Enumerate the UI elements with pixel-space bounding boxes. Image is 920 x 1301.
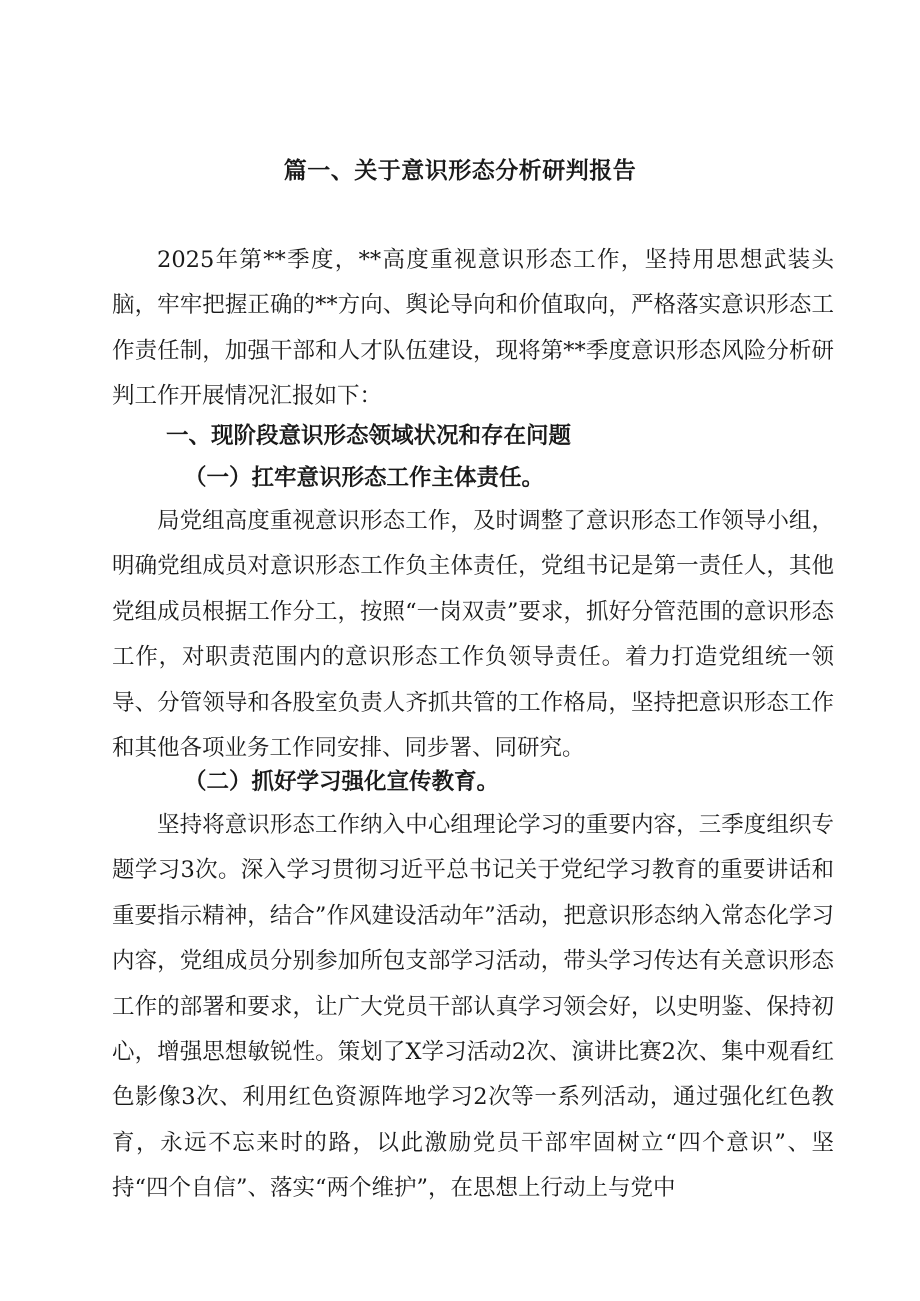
section-heading-1: 一、现阶段意识形态领域状况和存在问题: [166, 423, 572, 449]
document-title: 篇一、关于意识形态分析研判报告: [283, 158, 637, 184]
intro-paragraph: 2025年第**季度，**高度重视意识形态工作，坚持用思想武装头脑，牢牢把握正确的**方向、舆论导向和价值取向，严格落实意识形态工作责任制，加强干部和人才队伍建设，现将第**季度意识形态风险分析研判工作开展情况汇报如下：: [112, 247, 834, 410]
subsection-paragraph-2: 坚持将意识形态工作纳入中心组理论学习的重要内容，三季度组织专题学习3次。深入学习贯彻习近平总书记关于党纪学习教育的重要讲话和重要指示精神，结合”作风建设活动年”活动，把意识形态纳入常态化学习内容，党组成员分别参加所包支部学习活动，带头学习传达有关意识形态工作的部署和要求，让广大党员干部认真学习领会好，以史明鉴、保持初心，增强思想敏锐性。策划了X学习活动2次、演讲比赛2次、集中观看红色影像3次、利用红色资源阵地学习2次等一系列活动，通过强化红色教育，永远不忘来时的路，以此激励党员干部牢固树立“四个意识”、坚持“四个自信”、落实“两个维护”，在思想上行动上与党中: [112, 812, 834, 1202]
subsection-heading-1: （一）扛牢意识形态工作主体责任。: [184, 465, 545, 491]
subsection-heading-2: （二）抓好学习强化宣传教育。: [184, 769, 500, 795]
subsection-paragraph-1: 局党组高度重视意识形态工作，及时调整了意识形态工作领导小组，明确党组成员对意识形态工作负主体责任，党组书记是第一责任人，其他党组成员根据工作分工，按照“一岗双责”要求，抓好分管范围的意识形态工作，对职责范围内的意识形态工作负领导责任。着力打造党组统一领导、分管领导和各股室负责人齐抓共管的工作格局，坚持把意识形态工作和其他各项业务工作同安排、同步署、同研究。: [112, 508, 834, 762]
